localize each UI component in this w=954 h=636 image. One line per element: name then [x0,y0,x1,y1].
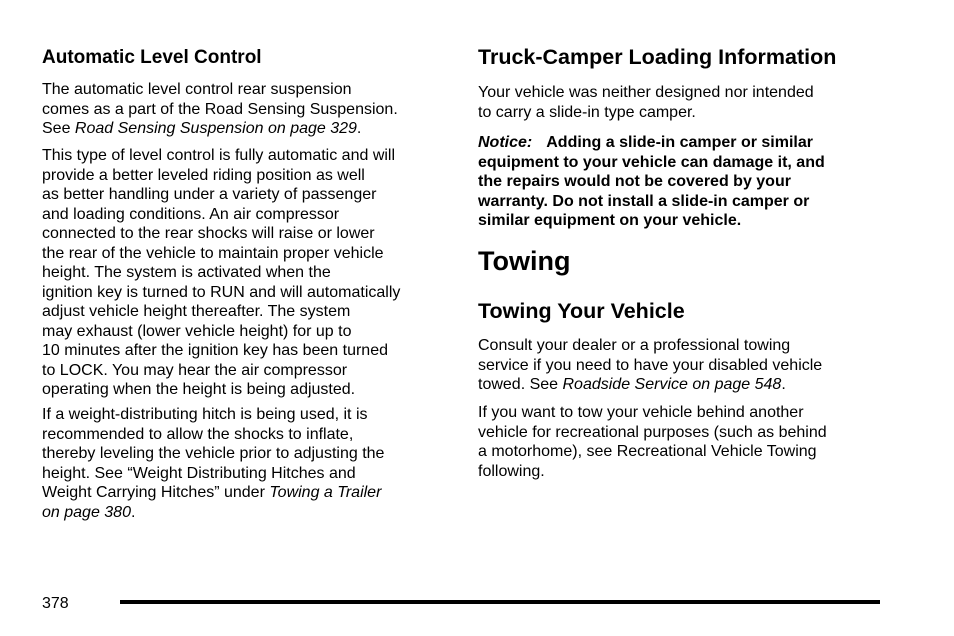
towing-service-end: . [781,376,786,393]
level-control-intro-end: . [356,120,362,137]
camper-notice-paragraph [478,133,888,231]
towing-your-vehicle-heading: Towing Your Vehicle [478,299,685,323]
weight-distributing-hitch-paragraph [42,405,452,522]
automatic-level-control-heading: Automatic Level Control [42,47,262,68]
level-control-intro-paragraph [42,80,452,139]
page-number: 378 [42,595,69,612]
towing-service-paragraph [478,336,888,395]
towing-service-text: Consult your dealer or a professional towing service if you need to have your disabled vehicle towed. See [478,337,823,393]
towing-chapter-title: Towing [478,246,571,276]
weight-hitch-text: If a weight-distributing hitch is being used, it is recommended to allow the shocks to inflate, thereby leveling the vehicle prior to adjusting the height. See “Weight Distributing Hitches and Weight Carrying Hitches” under [42,406,385,501]
roadside-service-reference[interactable]: Roadside Service on page 548 [562,376,782,393]
level-control-intro-text: The automatic level control rear suspension comes as a part of the Road Sensing Suspension. See [42,81,398,137]
weight-hitch-end: . [130,503,136,521]
towing-a-trailer-reference[interactable]: Towing a Trailer on page 380 [42,484,382,521]
level-control-description-paragraph: This type of level control is fully automatic and will provide a better leveled riding position as well as better handling under a variety of passenger and loading conditions. An air compressor connected to the rear shocks will raise or lower the rear of the vehicle to maintain proper vehicle height. The system is activated when the ignition key is turned to RUN and will automatically adjust vehicle height thereafter. The system may exhaust (lower vehicle height) for up to 10 minutes after the ignition key has been turned to LOCK. You may hear the air compressor operating when the height is being adjusted. [42,147,401,398]
recreational-towing-paragraph: If you want to tow your vehicle behind another vehicle for recreational purposes (such as behind a motorhome), see Recreational Vehicle Towing following. [478,404,827,480]
notice-text: Adding a slide-in camper or similar equipment to your vehicle can damage it, and the repairs would not be covered by your warranty. Do not install a slide-in camper or similar equipment on your vehicle. [478,134,825,229]
truck-camper-heading: Truck-Camper Loading Information [478,45,837,69]
camper-design-paragraph: Your vehicle was neither designed nor intended to carry a slide-in type camper. [478,84,814,121]
road-sensing-suspension-reference[interactable]: Road Sensing Suspension on page 329 [74,120,357,137]
footer-rule [120,600,880,604]
notice-label: Notice: [478,134,533,151]
